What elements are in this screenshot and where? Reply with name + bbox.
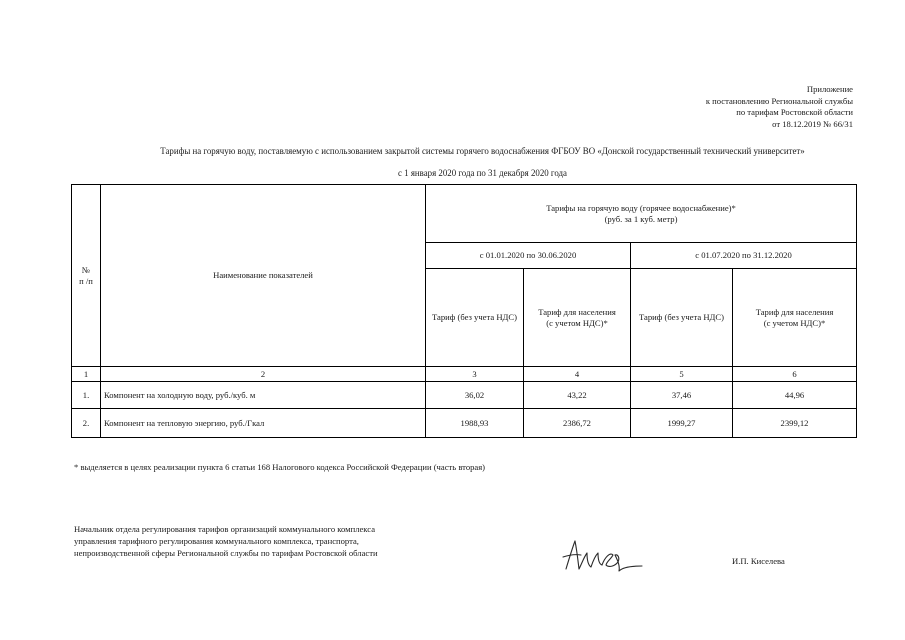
signatory-name: И.П. Киселева — [732, 556, 785, 566]
appendix-line: Приложение — [806, 84, 853, 94]
header-number: № п /п — [72, 185, 101, 367]
handwritten-signature — [560, 535, 648, 577]
header-period-1: с 01.01.2020 по 30.06.2020 — [426, 243, 631, 269]
header-indicator-name: Наименование показателей — [101, 185, 426, 367]
header-tariff-population: Тариф для населения (с учетом НДС)* — [733, 269, 857, 367]
header-period-2: с 01.07.2020 по 31.12.2020 — [631, 243, 857, 269]
row-value: 36,02 — [426, 382, 524, 409]
appendix-line: по тарифам Ростовской области — [736, 107, 853, 118]
signatory-position-line: Начальник отдела регулирования тарифов организаций коммунального комплекса — [74, 524, 376, 534]
header-tariff-group: Тарифы на горячую воду (горячее водоснабжение)* (руб. за 1 куб. метр) — [426, 185, 857, 243]
row-value: 43,22 — [524, 382, 631, 409]
header-tariff-no-vat: Тариф (без учета НДС) — [631, 269, 733, 367]
column-number: 3 — [426, 367, 524, 382]
appendix-header — [706, 84, 853, 130]
row-indicator-name: Компонент на тепловую энергию, руб./Гкал — [101, 409, 426, 438]
appendix-line: к постановлению Региональной службы — [705, 95, 853, 106]
column-number: 1 — [72, 367, 101, 382]
footnote: * выделяется в целях реализации пункта 6 статьи 168 Налогового кодекса Российской Федерации (часть вторая) — [74, 462, 486, 472]
column-number: 4 — [524, 367, 631, 382]
row-indicator-name: Компонент на холодную воду, руб./куб. м — [101, 382, 426, 409]
column-number: 5 — [631, 367, 733, 382]
header-tariff-no-vat: Тариф (без учета НДС) — [426, 269, 524, 367]
row-value: 2386,72 — [524, 409, 631, 438]
signatory-position-line: управления тарифного регулирования коммунального комплекса, транспорта, — [74, 536, 359, 547]
tariff-table — [71, 184, 857, 438]
column-number: 2 — [101, 367, 426, 382]
table-row — [72, 382, 857, 409]
row-number: 2. — [72, 409, 101, 438]
row-value: 2399,12 — [733, 409, 857, 438]
document-period: с 1 января 2020 года по 31 декабря 2020 года — [398, 168, 567, 178]
header-tariff-population: Тариф для населения (с учетом НДС)* — [524, 269, 631, 367]
row-value: 1988,93 — [426, 409, 524, 438]
signatory-position-line: непроизводственной сферы Региональной службы по тарифам Ростовской области — [74, 548, 378, 559]
table-row — [72, 409, 857, 438]
row-value: 1999,27 — [631, 409, 733, 438]
signatory-position — [74, 523, 378, 560]
appendix-line: от 18.12.2019 № 66/31 — [772, 118, 853, 129]
row-value: 44,96 — [733, 382, 857, 409]
row-number: 1. — [72, 382, 101, 409]
column-number: 6 — [733, 367, 857, 382]
document-title: Тарифы на горячую воду, поставляемую с использованием закрытой системы горячего водоснабжения ФГБОУ ВО «Донской государственный технический университет» — [160, 146, 805, 156]
row-value: 37,46 — [631, 382, 733, 409]
